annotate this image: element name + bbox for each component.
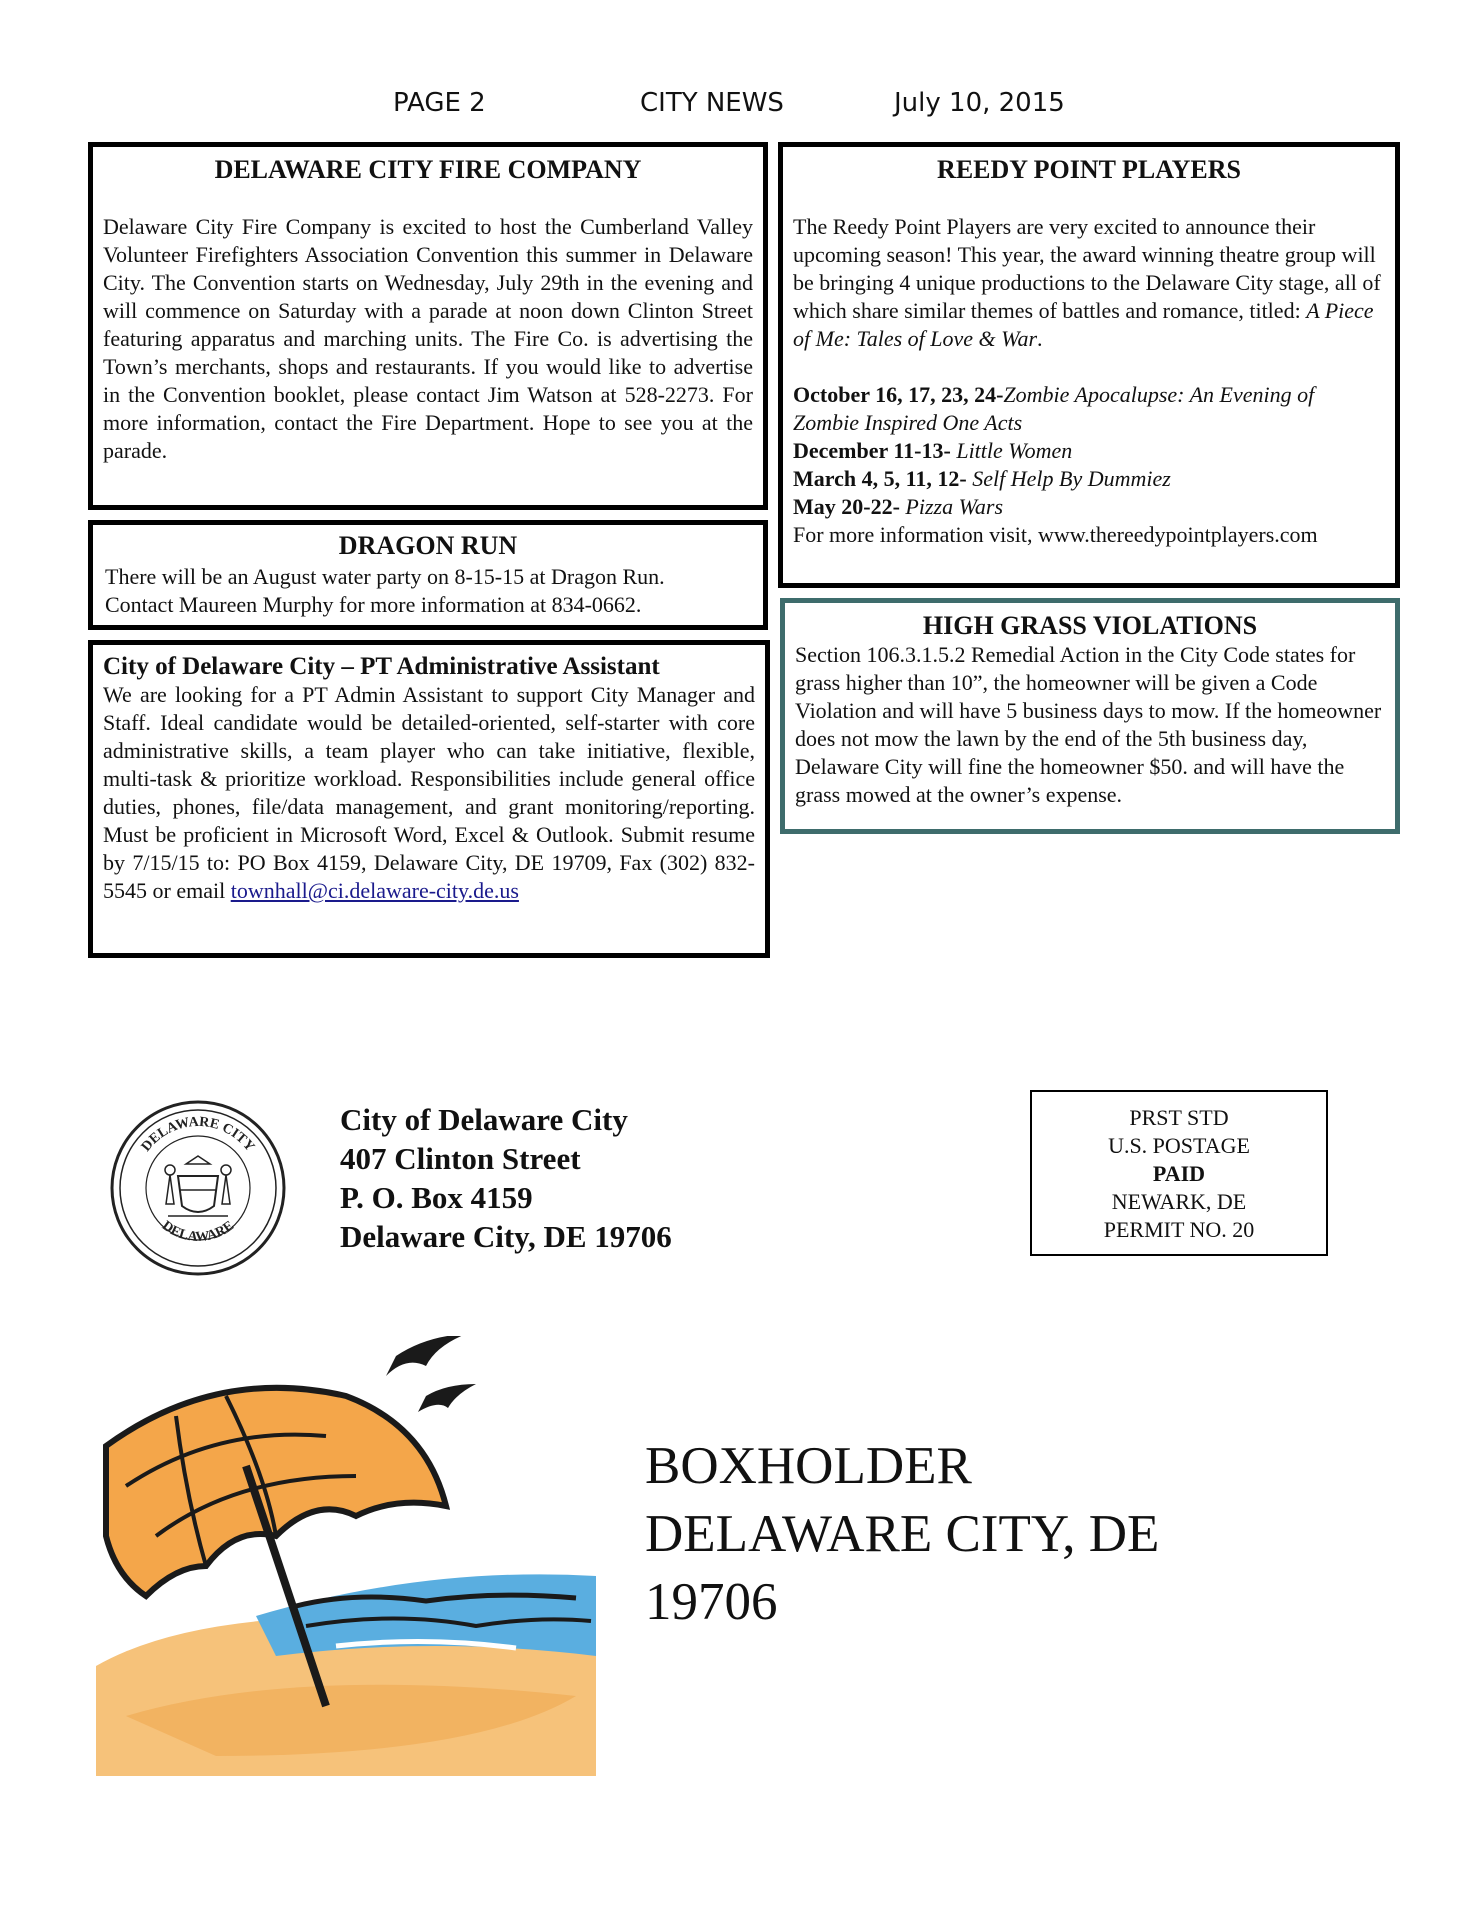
event-item [793,437,1385,465]
dragon-run-title: DRAGON RUN [338,531,518,560]
event-show: Little Women [950,438,1073,463]
admin-assistant-article [88,640,770,958]
event-show: Zombie Apocalupse: An Evening of Zombie Inspired One Acts [793,382,1315,435]
postage-paid: PAID [1152,1161,1206,1186]
return-address-line-4: Delaware City, DE 19706 [340,1219,672,1254]
postage-line-3 [1032,1160,1326,1188]
beach-umbrella-clipart [96,1336,596,1776]
reedy-intro-text: The Reedy Point Players are very excited to announce their upcoming season! This year, the award winning theatre group will be bringing 4 unique productions to the Delaware City stage, all of which share similar themes of battles and romance, titled: [793,214,1381,323]
newsletter-title: CITY NEWS [640,88,784,118]
dragon-run-line-2: Contact Maureen Murphy for more information at 834-0662. [105,592,642,617]
seal-bottom-text: DELAWARE [159,1218,237,1246]
high-grass-article [780,598,1400,834]
reedy-intro [793,213,1385,353]
reedy-intro-end: . [1037,326,1043,351]
postage-line-2: U.S. POSTAGE [1108,1133,1250,1158]
addressee-line-1: BOXHOLDER [645,1437,972,1495]
season-title: A Piece of Me: Tales of Love & War [793,298,1374,351]
admin-assistant-body [103,681,755,905]
seal-top-text: DELAWARE CITY [138,1114,258,1155]
admin-assistant-text: We are looking for a PT Admin Assistant to support City Manager and Staff. Ideal candidate would be detailed-oriented, self-starter with core administrative skills, a team player who can take initiative, flexible, multi-task & prioritize workload. Responsibilities include general office duties, phones, file/data management, and grant monitoring/reporting. Must be proficient in Microsoft Word, Excel & Outlook. Submit resume by 7/15/15 to: PO Box 4159, Delaware City, DE 19709, Fax (302) 832-5545 or email [103,682,755,903]
event-dates: May 20-22- [793,494,900,519]
return-address-line-1: City of Delaware City [340,1102,628,1137]
return-address-line-3: P. O. Box 4159 [340,1180,533,1215]
event-item [793,465,1385,493]
return-address [340,1100,672,1256]
event-item [793,381,1385,437]
addressee-block [645,1432,1159,1636]
admin-assistant-title: City of Delaware City – PT Administrative Assistant [103,653,660,680]
addressee-line-3: 19706 [645,1573,778,1631]
event-dates: December 11-13- [793,438,951,463]
issue-date: July 10, 2015 [894,88,1065,118]
event-show: Pizza Wars [899,494,1004,519]
event-show: Self Help By Dummiez [966,466,1171,491]
event-dates: March 4, 5, 11, 12- [793,466,967,491]
postage-indicia [1030,1090,1328,1256]
postage-line-4: NEWARK, DE [1111,1189,1247,1214]
city-seal-icon [108,1098,288,1278]
fire-company-body: Delaware City Fire Company is excited to host the Cumberland Valley Volunteer Firefighters Association Convention this summer in Delaware City. The Convention starts on Wednesday, July 29th in the evening and will commence on Saturday with a parade at noon down Clinton Street featuring apparatus and marching units. The Fire Co. is advertising the Town’s merchants, shops and restaurants. If you would like to advertise in the Convention booklet, please contact Jim Watson at 528-2273. For more information, contact the Fire Department. Hope to see you at the parade. [103,214,753,463]
page-header [0,88,1484,128]
postage-line-5: PERMIT NO. 20 [1103,1217,1255,1242]
high-grass-body: Section 106.3.1.5.2 Remedial Action in the City Code states for grass higher than 10”, the homeowner will be given a Code Violation and will have 5 business days to mow. If the homeowner does not mow the lawn by the end of the 5th business day, Delaware City will fine the homeowner $50. and will have the grass mowed at the owner’s expense. [795,642,1382,807]
page-number: PAGE 2 [393,88,486,118]
dragon-run-line-1: There will be an August water party on 8-15-15 at Dragon Run. [105,564,665,589]
return-address-line-2: 407 Clinton Street [340,1141,581,1176]
dragon-run-article [88,520,768,630]
email-link[interactable]: townhall@ci.delaware-city.de.us [230,878,519,903]
reedy-title: REEDY POINT PLAYERS [937,155,1241,184]
event-dates: October 16, 17, 23, 24- [793,382,1004,407]
fire-company-title: DELAWARE CITY FIRE COMPANY [214,155,642,184]
reedy-more-info: For more information visit, www.thereedypointplayers.com [793,522,1318,547]
event-item [793,493,1385,521]
postage-line-1: PRST STD [1129,1105,1229,1130]
fire-company-article [88,142,768,510]
reedy-point-players-article [778,142,1400,588]
high-grass-title: HIGH GRASS VIOLATIONS [922,611,1258,640]
addressee-line-2: DELAWARE CITY, DE [645,1505,1160,1563]
